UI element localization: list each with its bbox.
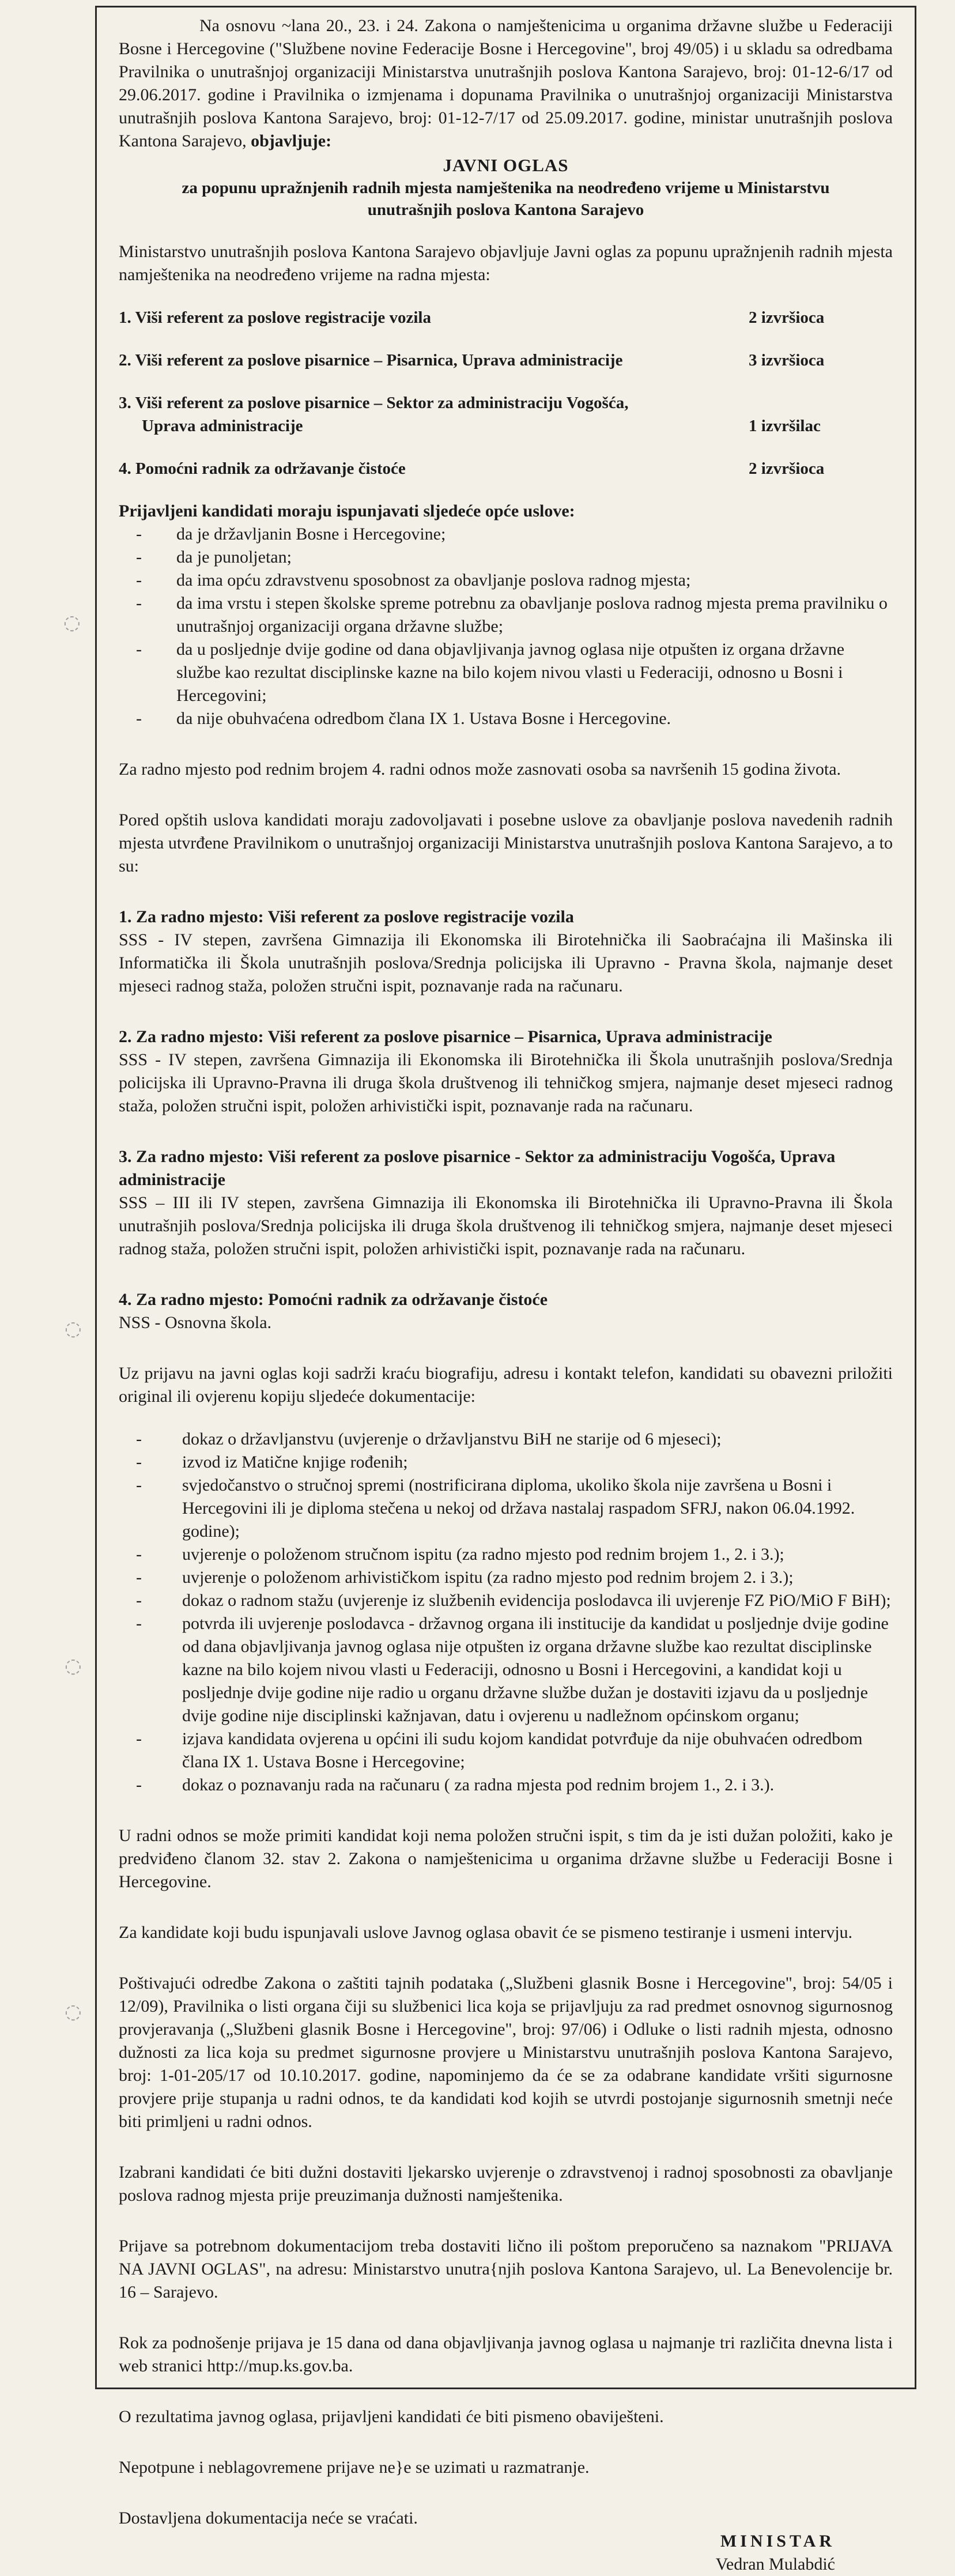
list-item: - da ima opću zdravstvenu sposobnost za obavljanje poslova radnog mjesta;: [119, 569, 893, 592]
list-item: - uvjerenje o položenom arhivističkom ispitu (za radno mjesto pod rednim brojem 2. i 3.);: [119, 1566, 893, 1589]
position-row-3: [119, 391, 893, 437]
position-row-2: [119, 349, 893, 372]
margin-hole-mark: ◌: [65, 1654, 82, 1677]
intro-bold: objavljuje:: [251, 131, 332, 150]
section-body-3: SSS – III ili IV stepen, završena Gimnazija ili Ekonomska ili Birotehnička ili Upravno-Pravna ili Škola unutrašnjih poslova/Srednja policijska ili druga škola društvenog ili tehničkog smjera, najmanje deset mjeseci radnog staža, položen stručni ispit, položen arhivistički ispit, poznavanje rada na računaru.: [119, 1193, 893, 1258]
signature-block: [119, 2530, 893, 2576]
list-item: - dokaz o državljanstvu (uvjerenje o državljanstvu BiH ne starije od 6 mjeseci);: [119, 1428, 893, 1451]
position-count: 3 izvršioca: [749, 351, 825, 369]
section-title-1: 1. Za radno mjesto: Viši referent za poslove registracije vozila: [119, 907, 574, 926]
signature-name: Vedran Mulabdić: [715, 2555, 835, 2574]
position-label: 2. Viši referent za poslove pisarnice – Pisarnica, Uprava administracije: [119, 351, 623, 369]
position-count: 2 izvršioca: [749, 308, 825, 327]
signature-title: MINISTAR: [720, 2532, 835, 2551]
document-frame: [95, 6, 916, 2574]
document-title: JAVNI OGLAS: [443, 155, 569, 175]
general-requirements-title: Prijavljeni kandidati moraju ispunjavati sljedeće opće uslove:: [119, 501, 575, 521]
age-note: Za radno mjesto pod rednim brojem 4. radni odnos može zasnovati osoba sa navršenih 15 godina života.: [119, 760, 841, 779]
list-item: - dokaz o poznavanju rada na računaru ( za radna mjesta pod rednim brojem 1., 2. i 3.).: [119, 1774, 893, 1797]
position-label: 3. Viši referent za poslove pisarnice – Sektor za administraciju Vogošća,: [119, 394, 629, 412]
list-item: - izvod iz Matične knjige rođenih;: [119, 1451, 893, 1474]
margin-hole-mark: ◌: [65, 1317, 82, 1340]
section-body-4: NSS - Osnovna škola.: [119, 1313, 272, 1332]
section-body-2: SSS - IV stepen, završena Gimnazija ili Ekonomska ili Birotehnička ili Škola unutrašnjih poslova/Srednja policijska ili Upravno-Pravna ili druga škola društvenog ili tehničkog smjera, najmanje deset mjeseci radnog staža, položen stručni ispit, položen arhivistički ispit, poznavanje rada na računaru.: [119, 1050, 893, 1115]
list-item: - uvjerenje o položenom stručnom ispitu (za radno mjesto pod rednim brojem 1., 2. i 3.);: [119, 1543, 893, 1566]
results-paragraph: O rezultatima javnog oglasa, prijavljeni kandidati će biti pismeno obaviješteni.: [119, 2407, 664, 2426]
margin-hole-mark: ◌: [63, 611, 81, 634]
list-item: - da je državljanin Bosne i Hercegovine;: [119, 523, 893, 546]
section-title-2: 2. Za radno mjesto: Viši referent za poslove pisarnice – Pisarnica, Uprava administracije: [119, 1027, 772, 1046]
incomplete-paragraph: Nepotpune i neblagovremene prijave ne}e se uzimati u razmatranje.: [119, 2458, 590, 2477]
security-paragraph: Poštivajući odredbe Zakona o zaštiti tajnih podataka („Službeni glasnik Bosne i Hercegovine", broj: 54/05 i 12/09), Pravilnika o listi organa čiji su službenici lica koja se prijavljuju za rad predmet osnovnog sigurnosnog provjeravanja („Službeni glasnik Bosne i Hercegovine", broj: 97/06) i Odluke o listi radnih mjesta, odnosno dužnosti za lica koja su predmet sigurnosne provjere u Ministarstvu unutrašnjih poslova Kantona Sarajevo, broj: 1-01-205/17 od 10.10.2017. godine, napominjemo da će se za odabrane kandidate vršiti sigurnosne provjere prije stupanja u radni odnos, te da kandidati kod kojih se utvrdi postojanje sigurnosnih smetnji neće biti primljeni u radni odnos.: [119, 1974, 893, 2131]
position-label-2: Uprava administracije: [142, 417, 303, 435]
position-row-4: [119, 457, 893, 480]
document-subtitle: za popunu upražnjenih radnih mjesta namještenika na neodređeno vrijeme u Ministarstvu unutrašnjih poslova Kantona Sarajevo: [182, 179, 830, 219]
section-title-4: 4. Za radno mjesto: Pomoćni radnik za održavanje čistoće: [119, 1290, 548, 1309]
position-label: 4. Pomoćni radnik za održavanje čistoće: [119, 459, 406, 478]
return-paragraph: Dostavljena dokumentacija neće se vraćati.: [119, 2509, 418, 2528]
list-item: - da ima vrstu i stepen školske spreme potrebnu za obavljanje poslova radnog mjesta prema pravilniku o unutrašnjoj organizaciji organa državne službe;: [119, 592, 893, 638]
announcement-paragraph: Ministarstvo unutrašnjih poslova Kantona Sarajevo objavljuje Javni oglas za popunu upražnjenih radnih mjesta namještenika na neodređeno vrijeme na radna mjesta:: [119, 242, 893, 284]
special-requirements-intro: Pored opštih uslova kandidati moraju zadovoljavati i posebne uslove za obavljanje poslova navedenih radnih mjesta utvrđene Pravilnikom o unutrašnjoj organizaciji Ministarstva unutrašnjih poslova Kantona Sarajevo, a to su:: [119, 810, 893, 876]
general-requirements-list: [119, 523, 893, 730]
list-item: - dokaz o radnom stažu (uvjerenje iz službenih evidencija poslodavca ili uvjerenje FZ PiO/MiO F BiH);: [119, 1589, 893, 1612]
position-count: 1 izvršilac: [749, 417, 821, 435]
no-exam-paragraph: U radni odnos se može primiti kandidat koji nema položen stručni ispit, s tim da je isti dužan položiti, kako je predviđeno članom 32. stav 2. Zakona o namještenicima u organima državne službe u Federaciji Bosne i Hercegovine.: [119, 1826, 893, 1891]
list-item: - svjedočanstvo o stručnoj spremi (nostrificirana diploma, ukoliko škola nije završena u Bosni i Hercegovini ili je diploma stečena u nekoj od država nastalaj raspadom SFRJ, nakon 06.04.1992. godine);: [119, 1474, 893, 1543]
list-item: - da je punoljetan;: [119, 546, 893, 569]
documents-list: [119, 1428, 893, 1797]
documents-intro: Uz prijavu na javni oglas koji sadrži kraću biografiju, adresu i kontakt telefon, kandidati su obavezni priložiti original ili ovjerenu kopiju sljedeće dokumentacije:: [119, 1364, 893, 1406]
list-item: - potvrda ili uvjerenje poslodavca - državnog organa ili institucije da kandidat u posljednje dvije godine od dana objavljivanja javnog oglasa nije otpušten iz organa državne službe kao rezultat disciplinske kazne na bilo kojem nivou vlasti u Federaciji, odnosno u Bosni i Hercegovini, a kandidat koji u posljednje dvije godine nije radio u organu državne službe dužan je dostaviti izjavu da u posljednje dvije godine nije disciplinski kažnjavan, datu i ovjerenu u nadležnom općinskom organu;: [119, 1612, 893, 1728]
medical-paragraph: Izabrani kandidati će biti dužni dostaviti ljekarsko uvjerenje o zdravstvenoj i radnoj sposobnosti za obavljanje poslova radnog mjesta prije preuzimanja dužnosti namještenika.: [119, 2163, 893, 2205]
submission-paragraph: Prijave sa potrebnom dokumentacijom treba dostaviti lično ili poštom preporučeno sa naznakom "PRIJAVA NA JAVNI OGLAS", na adresu: Ministarstvo unutra{njih poslova Kantona Sarajevo, ul. La Benevolencije br. 16 – Sarajevo.: [119, 2236, 893, 2302]
position-count: 2 izvršioca: [749, 459, 825, 478]
section-body-1: SSS - IV stepen, završena Gimnazija ili Ekonomska ili Birotehnička ili Saobraćajna ili Mašinska ili Informatička ili Škola unutrašnjih poslova/Srednja policijska ili Upravno - Pravna škola, najmanje deset mjeseci radnog staža, položen stručni ispit, poznavanje rada na računaru.: [119, 930, 893, 995]
margin-hole-mark: ◌: [65, 2000, 82, 2023]
deadline-paragraph: Rok za podnošenje prijava je 15 dana od dana objavljivanja javnog oglasa u najmanje tri različita dnevna lista i web stranici http://mup.ks.gov.ba.: [119, 2333, 893, 2375]
position-row-1: [119, 306, 893, 329]
list-item: - da u posljednje dvije godine od dana objavljivanja javnog oglasa nije otpušten iz organa državne službe kao rezultat disciplinske kazne na bilo kojem nivou vlasti u Federaciji, odnosno u Bosni i Hercegovini;: [119, 638, 893, 707]
list-item: - da nije obuhvaćena odredbom člana IX 1. Ustava Bosne i Hercegovine.: [119, 707, 893, 730]
section-title-3: 3. Za radno mjesto: Viši referent za poslove pisarnice - Sektor za administraciju Vogošća, Uprava administracije: [119, 1147, 836, 1189]
intro-paragraph: Na osnovu ~lana 20., 23. i 24. Zakona o namještenicima u organima državne službe u Federaciji Bosne i Hercegovine ("Službene novine Federacije Bosne i Hercegovine", broj 49/05) i u skladu sa odredbama Pravilnika o unutrašnjoj organizaciji Ministarstva unutrašnjih poslova Kantona Sarajevo, broj: 01-12-6/17 od 29.06.2017. godine i Pravilnika o izmjenama i dopunama Pravilnika o unutrašnjoj organizaciji Ministarstva unutrašnjih poslova Kantona Sarajevo, broj: 01-12-7/17 od 25.09.2017. godine, ministar unutrašnjih poslova Kantona Sarajevo, objavljuje:: [119, 16, 893, 150]
list-item: - izjava kandidata ovjerena u općini ili sudu kojom kandidat potvrđuje da nije obuhvaćen odredbom člana IX 1. Ustava Bosne i Hercegovine;: [119, 1728, 893, 1774]
testing-paragraph: Za kandidate koji budu ispunjavali uslove Javnog oglasa obavit će se pismeno testiranje i usmeni intervju.: [119, 1923, 853, 1942]
position-label: 1. Viši referent za poslove registracije vozila: [119, 308, 431, 327]
